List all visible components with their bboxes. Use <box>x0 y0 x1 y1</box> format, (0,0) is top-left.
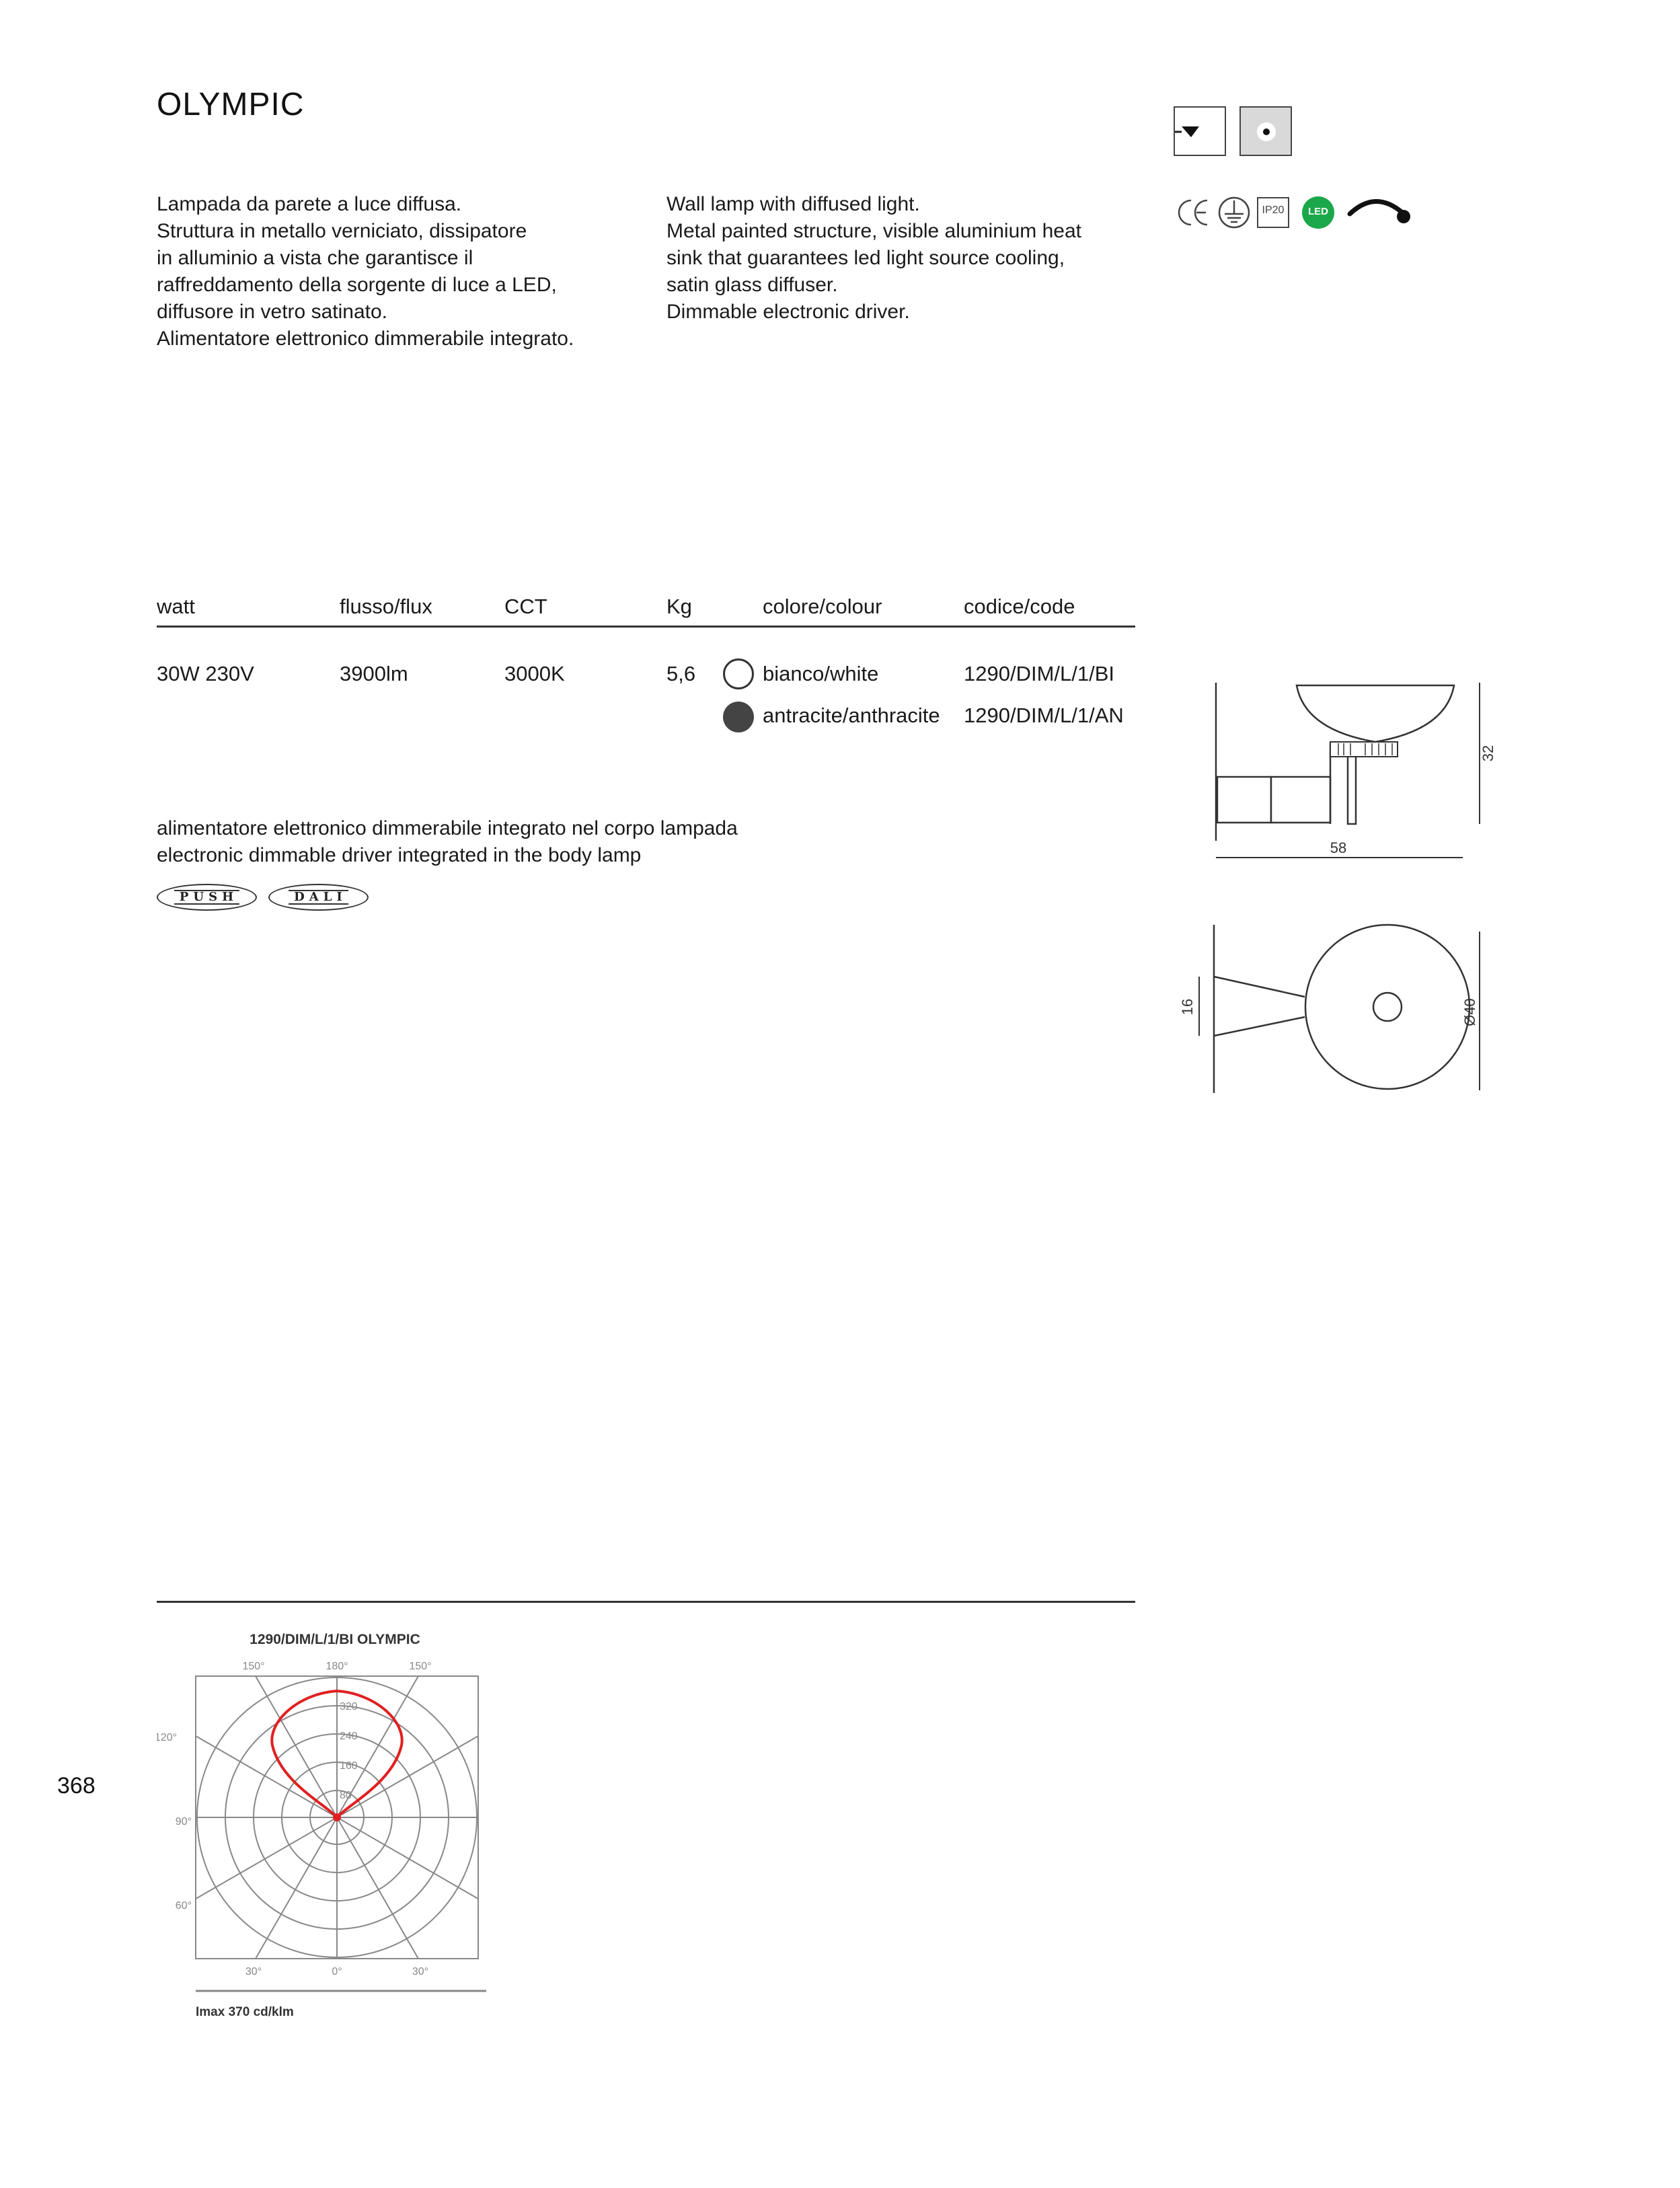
dali-label: DALI <box>289 890 348 905</box>
desc-it-line: Lampada da parete a luce diffusa. <box>157 193 462 215</box>
dali-dimming-badge <box>268 884 369 911</box>
header-watt: watt <box>157 595 195 618</box>
desc-en-line: Metal painted structure, visible aluminium heat <box>666 220 1081 242</box>
driver-note <box>157 815 738 869</box>
bottom-angle-center: 0° <box>332 1966 342 1977</box>
swatch-white <box>723 658 754 689</box>
photometric-diagram <box>157 1628 513 2038</box>
curve-origin-dot <box>333 1813 341 1821</box>
cell-cct: 3000K <box>504 662 565 685</box>
left-angle-120: 120° <box>157 1732 177 1743</box>
header-flux: flusso/flux <box>340 595 432 618</box>
desc-it-line: diffusore in vetro satinato. <box>157 301 387 323</box>
left-angle-60: 60° <box>175 1900 192 1912</box>
header-cct: CCT <box>504 595 547 618</box>
front-view-drawing <box>1174 918 1500 1100</box>
desc-it-line: Struttura in metallo verniciato, dissipatore <box>157 220 527 242</box>
ce-mark-icon <box>1179 200 1207 225</box>
dimmable-icon <box>1350 201 1410 223</box>
ground-symbol-icon <box>1219 198 1249 227</box>
page-number: 368 <box>57 1773 96 1799</box>
bottom-angle-left: 30° <box>245 1966 262 1977</box>
top-angle-right: 150° <box>409 1661 432 1672</box>
photometry-divider <box>157 1601 1135 1603</box>
front-depth-label: 16 <box>1179 998 1196 1016</box>
polar-title: 1290/DIM/L/1/BI OLYMPIC <box>250 1632 420 1647</box>
front-diameter-label: Ø40 <box>1461 998 1478 1026</box>
side-width-label: 58 <box>1330 839 1347 856</box>
side-height-label: 32 <box>1480 745 1496 762</box>
led-label: LED <box>1308 206 1328 217</box>
desc-it-line: Alimentatore elettronico dimmerabile integrato. <box>157 328 574 350</box>
top-angle-left: 150° <box>242 1661 265 1672</box>
push-label: PUSH <box>174 890 239 905</box>
description-english <box>666 191 1081 326</box>
cell-code-anthracite: 1290/DIM/L/1/AN <box>964 704 1124 727</box>
ip20-label: IP20 <box>1262 204 1285 216</box>
ring-label-80: 80 <box>340 1790 352 1801</box>
ring-label-240: 240 <box>340 1731 358 1742</box>
header-colour: colore/colour <box>763 595 882 618</box>
cell-colour-white: bianco/white <box>763 662 879 685</box>
left-angle-90: 90° <box>175 1816 192 1827</box>
side-view-drawing <box>1197 676 1500 871</box>
push-dimming-badge <box>157 884 257 911</box>
wall-mount-icon <box>1174 106 1226 156</box>
desc-it-line: raffreddamento della sorgente di luce a LED, <box>157 274 557 296</box>
cell-flux: 3900lm <box>340 662 408 685</box>
certification-icons <box>1174 192 1429 233</box>
desc-en-line: Wall lamp with diffused light. <box>666 193 920 215</box>
product-title: OLYMPIC <box>157 87 305 122</box>
ring-label-320: 320 <box>340 1701 358 1712</box>
cell-colour-anthracite: antracite/anthracite <box>763 704 940 727</box>
header-kg: Kg <box>666 595 692 618</box>
description-italian <box>157 191 574 352</box>
desc-en-line: sink that guarantees led light source cooling, <box>666 247 1065 269</box>
driver-note-it: alimentatore elettronico dimmerabile integrato nel corpo lampada <box>157 817 738 839</box>
cell-kg: 5,6 <box>666 662 696 685</box>
desc-en-line: Dimmable electronic driver. <box>666 301 910 323</box>
ceiling-spot-icon <box>1239 106 1292 156</box>
swatch-anthracite <box>723 702 754 732</box>
desc-en-line: satin glass diffuser. <box>666 274 838 296</box>
cell-watt: 30W 230V <box>157 662 254 685</box>
bottom-angle-right: 30° <box>412 1966 429 1977</box>
header-code: codice/code <box>964 595 1075 618</box>
cell-code-white: 1290/DIM/L/1/BI <box>964 662 1115 685</box>
ring-label-160: 160 <box>340 1760 358 1772</box>
desc-it-line: in alluminio a vista che garantisce il <box>157 247 473 269</box>
top-angle-center: 180° <box>326 1661 348 1672</box>
driver-note-en: electronic dimmable driver integrated in the body lamp <box>157 844 642 866</box>
imax-footer: Imax 370 cd/klm <box>196 2005 294 2019</box>
table-header-divider <box>157 626 1135 628</box>
